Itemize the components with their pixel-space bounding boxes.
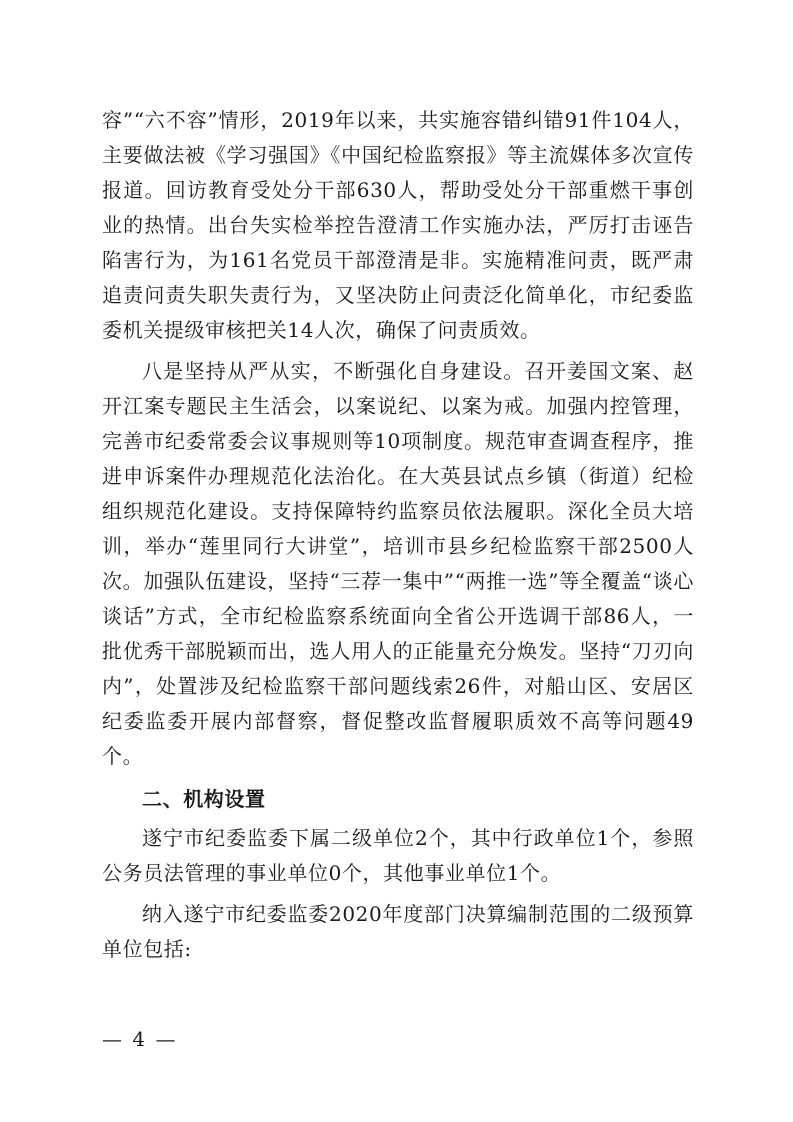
section-paragraph: 遂宁市纪委监委下属二级单位2个，其中行政单位1个，参照公务员法管理的事业单位0个，其他事业单位1个。 [102, 826, 694, 885]
section-paragraph: 纳入遂宁市纪委监委2020年度部门决算编制范围的二级预算单位包括: [102, 902, 694, 961]
body-paragraph: 八是坚持从严从实，不断强化自身建设。召开姜国文案、赵开江案专题民主生活会，以案说纪、以案为戒。加强内控管理，完善市纪委常委会议事规则等10项制度。规范审查调查程序，推进申诉案件办理规范化法治化。在大英县试点乡镇（街道）纪检组织规范化建设。支持保障特约监察员依法履职。深化全员大培训，举办“莲里同行大讲堂”，培训市县乡纪检监察干部2500人次。加强队伍建设，坚持“三荐一集中”“两推一选”等全覆盖“谈心谈话”方式，全市纪检监察系统面向全省公开选调干部86人，一批优秀干部脱颖而出，选人用人的正能量充分焕发。坚持“刀刃向内”，处置涉及纪检监察干部问题线索26件，对船山区、安居区纪委监委开展内部督察，督促整改监督履职质效不高等问题49个。 [102, 359, 694, 768]
page-number: — 4 — [102, 1027, 178, 1051]
document-page [102, 103, 694, 967]
section-heading: 二、机构设置 [142, 787, 266, 811]
body-paragraph-continued: 容”“六不容”情形，2019年以来，共实施容错纠错91件104人，主要做法被《学习强国》《中国纪检监察报》等主流媒体多次宣传报道。回访教育受处分干部630人，帮助受处分干部重燃干事创业的热情。出台失实检举控告澄清工作实施办法，严厉打击诬告陷害行为，为161名党员干部澄清是非。实施精准问责，既严肃追责问责失职失责行为，又坚决防止问责泛化简单化，市纪委监委机关提级审核把关14人次，确保了问责质效。 [102, 108, 694, 342]
